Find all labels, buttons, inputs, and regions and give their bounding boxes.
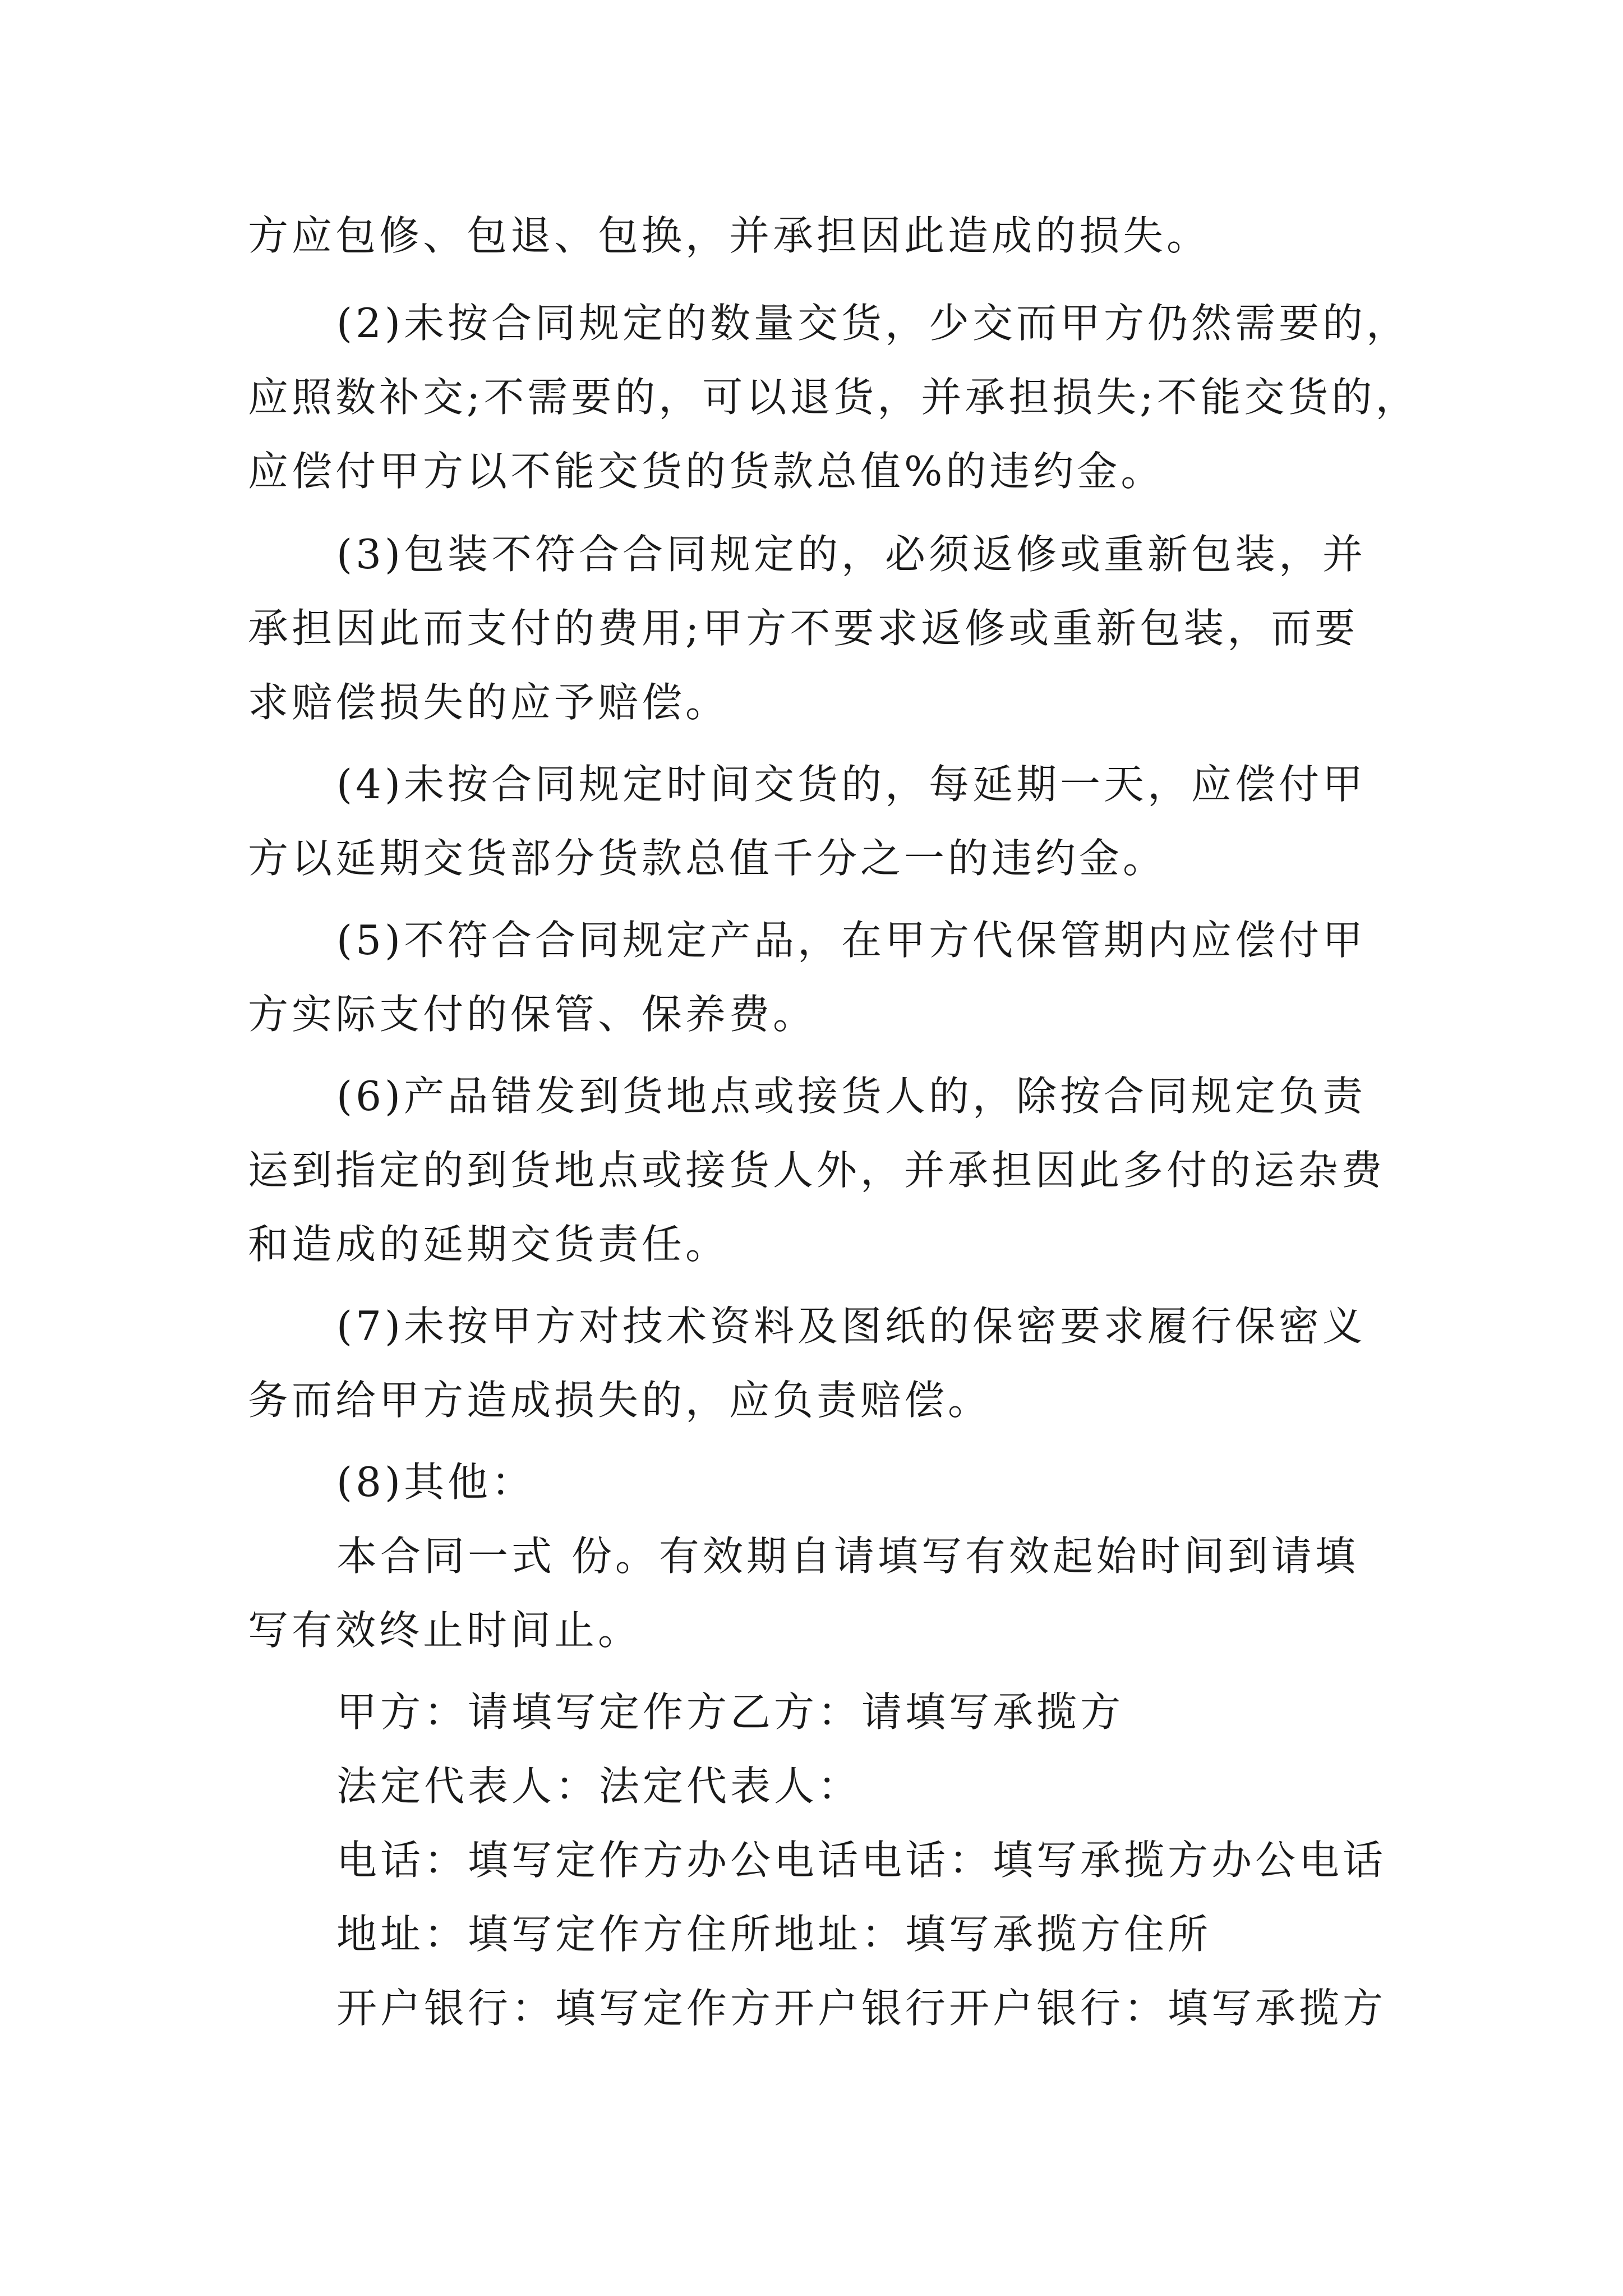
text-line: (8)其他： (336, 1458, 535, 1506)
text-line: (6)产品错发到货地点或接货人的，除按合同规定负责 (336, 1073, 1366, 1120)
text-line: 承担因此而支付的费用;甲方不要求返修或重新包装，而要 (248, 605, 1359, 652)
text-line: (4)未按合同规定时间交货的，每延期一天，应偿付甲 (336, 761, 1366, 808)
text-line: 和造成的延期交货责任。 (248, 1221, 730, 1268)
text-line: 方应包修、包退、包换，并承担因此造成的损失。 (248, 212, 1211, 259)
text-line: (3)包装不符合合同规定的，必须返修或重新包装，并 (336, 531, 1366, 578)
text-line: (2)未按合同规定的数量交货，少交而甲方仍然需要的， (336, 300, 1410, 347)
text-line: 地址：填写定作方住所地址：填写承揽方住所 (336, 1911, 1212, 1958)
text-line: 甲方：请填写定作方乙方：请填写承揽方 (336, 1688, 1124, 1736)
text-line: 法定代表人：法定代表人： (336, 1763, 862, 1810)
text-line: 应偿付甲方以不能交货的货款总值%的违约金。 (248, 448, 1165, 495)
text-line: 方以延期交货部分货款总值千分之一的违约金。 (248, 835, 1167, 882)
text-line: 运到指定的到货地点或接货人外，并承担因此多付的运杂费 (248, 1147, 1386, 1194)
text-line: (7)未按甲方对技术资料及图纸的保密要求履行保密义 (336, 1303, 1366, 1350)
text-line: 求赔偿损失的应予赔偿。 (248, 679, 730, 726)
text-line: 写有效终止时间止。 (248, 1607, 642, 1654)
text-line: 务而给甲方造成损失的，应负责赔偿。 (248, 1377, 992, 1424)
text-line: 方实际支付的保管、保养费。 (248, 991, 817, 1038)
text-line: 本合同一式 份。有效期自请填写有效起始时间到请填 (336, 1533, 1359, 1580)
text-line: 应照数补交;不需要的，可以退货，并承担损失;不能交货的， (248, 374, 1419, 421)
text-line: 电话：填写定作方办公电话电话：填写承揽方办公电话 (336, 1837, 1387, 1884)
text-line: 开户银行：填写定作方开户银行开户银行：填写承揽方 (336, 1985, 1387, 2032)
text-line: (5)不符合合同规定产品，在甲方代保管期内应偿付甲 (336, 917, 1366, 964)
